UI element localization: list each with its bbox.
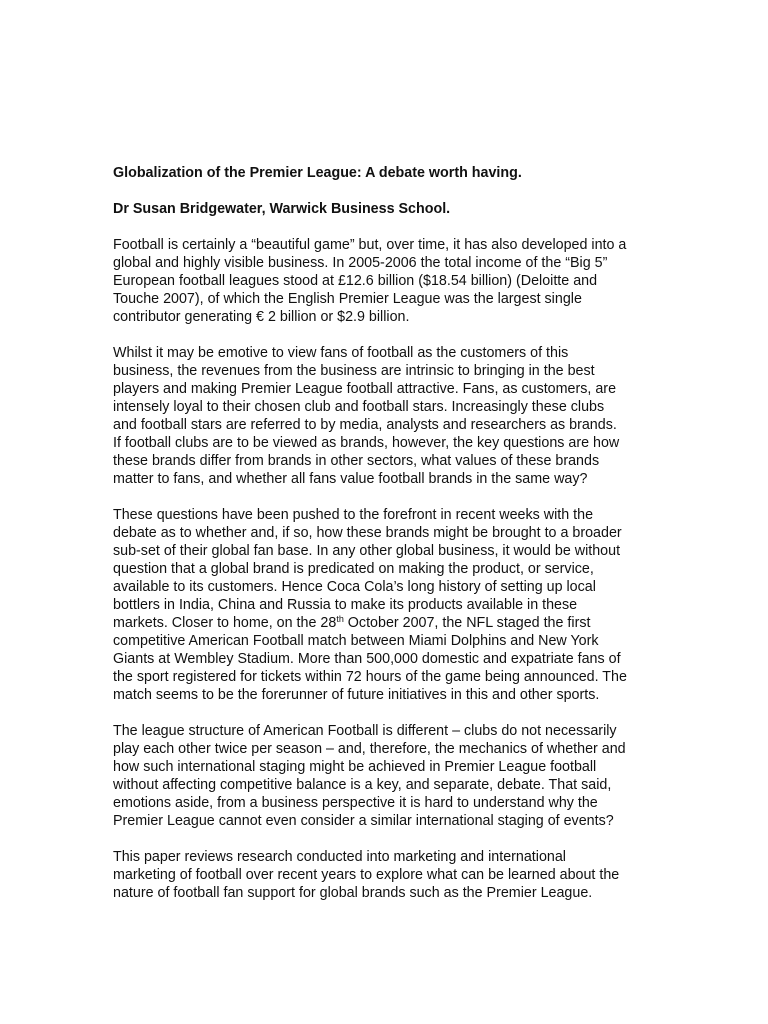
document-author: Dr Susan Bridgewater, Warwick Business School. xyxy=(113,201,451,217)
paragraph-line: bottlers in India, China and Russia to make its products available in these xyxy=(113,597,578,613)
paragraph-line: Giants at Wembley Stadium. More than 500,000 domestic and expatriate fans of xyxy=(113,651,621,667)
paragraph-4 xyxy=(113,722,658,830)
paragraph-line: available to its customers. Hence Coca Cola’s long history of setting up local xyxy=(113,579,596,595)
paragraph-line: play each other twice per season – and, therefore, the mechanics of whether and xyxy=(113,741,626,757)
paragraph-line: marketing of football over recent years to explore what can be learned about the xyxy=(113,867,620,883)
paragraph-line: question that a global brand is predicated on making the product, or service, xyxy=(113,561,594,577)
line-text-after: October 2007, the NFL staged the first xyxy=(343,615,591,631)
paragraph-3 xyxy=(113,506,658,704)
paragraph-line: These questions have been pushed to the forefront in recent weeks with the xyxy=(113,507,594,523)
line-text-before: markets. Closer to home, on the 28 xyxy=(113,615,337,631)
paragraph-line: business, the revenues from the business are intrinsic to bringing in the best xyxy=(113,363,595,379)
paragraph-line: matter to fans, and whether all fans value football brands in the same way? xyxy=(113,471,588,487)
paragraph-line: players and making Premier League football attractive. Fans, as customers, are xyxy=(113,381,617,397)
paragraph-line: the sport registered for tickets within 72 hours of the game being announced. The xyxy=(113,669,627,685)
paragraph-line: emotions aside, from a business perspective it is hard to understand why the xyxy=(113,795,598,811)
paragraph-line: contributor generating € 2 billion or $2.9 billion. xyxy=(113,309,410,325)
paragraph-line: sub-set of their global fan base. In any other global business, it would be without xyxy=(113,543,621,559)
paragraph-line: Touche 2007), of which the English Premier League was the largest single xyxy=(113,291,582,307)
ordinal-superscript: th xyxy=(336,614,344,624)
paragraph-line-with-superscript xyxy=(113,614,658,632)
paragraph-line: global and highly visible business. In 2005-2006 the total income of the “Big 5” xyxy=(113,255,608,271)
document-page xyxy=(113,164,658,902)
paragraph-2 xyxy=(113,344,658,488)
paragraph-line: how such international staging might be achieved in Premier League football xyxy=(113,759,597,775)
paragraph-line: Whilst it may be emotive to view fans of football as the customers of this xyxy=(113,345,569,361)
paragraph-line: This paper reviews research conducted into marketing and international xyxy=(113,849,566,865)
paragraph-line: nature of football fan support for global brands such as the Premier League. xyxy=(113,885,593,901)
paragraph-1 xyxy=(113,236,658,326)
paragraph-line: Football is certainly a “beautiful game” but, over time, it has also developed into a xyxy=(113,237,627,253)
paragraph-line: debate as to whether and, if so, how these brands might be brought to a broader xyxy=(113,525,622,541)
paragraph-line: Premier League cannot even consider a similar international staging of events? xyxy=(113,813,614,829)
paragraph-line: without affecting competitive balance is a key, and separate, debate. That said, xyxy=(113,777,612,793)
paragraph-line: European football leagues stood at £12.6 billion ($18.54 billion) (Deloitte and xyxy=(113,273,598,289)
paragraph-line: If football clubs are to be viewed as brands, however, the key questions are how xyxy=(113,435,620,451)
paragraph-line: The league structure of American Football is different – clubs do not necessarily xyxy=(113,723,617,739)
paragraph-line: intensely loyal to their chosen club and football stars. Increasingly these clubs xyxy=(113,399,605,415)
paragraph-line: these brands differ from brands in other sectors, what values of these brands xyxy=(113,453,600,469)
paragraph-5 xyxy=(113,848,658,902)
paragraph-line: match seems to be the forerunner of future initiatives in this and other sports. xyxy=(113,687,600,703)
paragraph-line: and football stars are referred to by media, analysts and researchers as brands. xyxy=(113,417,617,433)
paragraph-line: competitive American Football match between Miami Dolphins and New York xyxy=(113,633,599,649)
document-title: Globalization of the Premier League: A debate worth having. xyxy=(113,165,522,181)
